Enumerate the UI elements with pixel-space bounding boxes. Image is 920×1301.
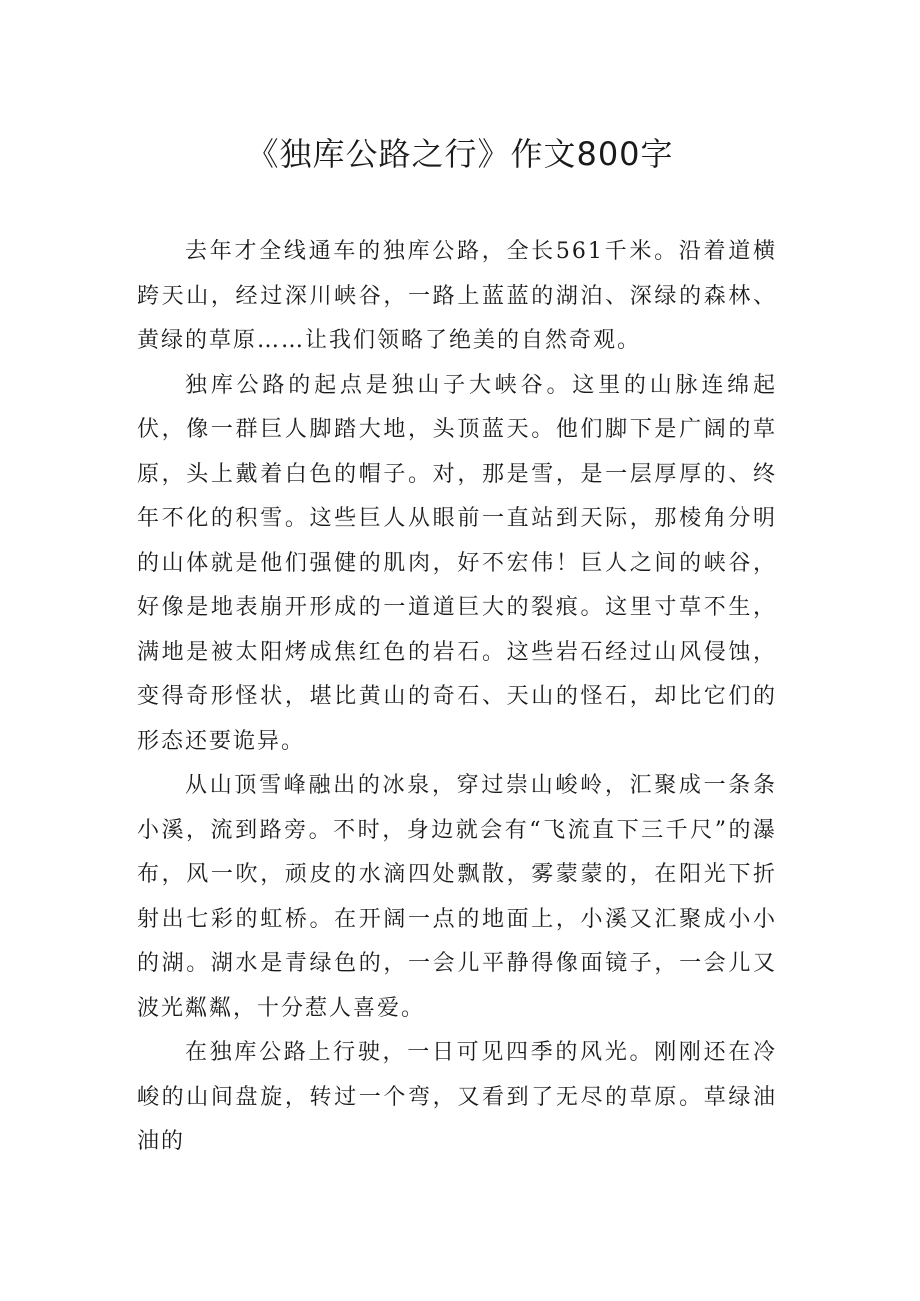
paragraph-1: 去年才全线通车的独库公路，全长561千米。沿着道横跨天山，经过深川峡谷，一路上蓝蓝的湖泊、深绿的森林、黄绿的草原……让我们领略了绝美的自然奇观。 [137,239,777,353]
paragraph-2: 独库公路的起点是独山子大峡谷。这里的山脉连绵起伏，像一群巨人脚踏大地，头顶蓝天。他们脚下是广阔的草原，头上戴着白色的帽子。对，那是雪，是一层厚厚的、终年不化的积雪。这些巨人从眼前一直站到天际，那棱角分明的山体就是他们强健的肌肉，好不宏伟！巨人之间的峡谷，好像是地表崩开形成的一道道巨大的裂痕。这里寸草不生，满地是被太阳烤成焦红色的岩石。这些岩石经过山风侵蚀，变得奇形怪状，堪比黄山的奇石、天山的怪石，却比它们的形态还要诡异。 [137,372,777,754]
paragraph-4: 在独库公路上行驶，一日可见四季的风光。刚刚还在冷峻的山间盘旋，转过一个弯，又看到了无尽的草原。草绿油油的 [137,1040,777,1154]
paragraph-3: 从山顶雪峰融出的冰泉，穿过崇山峻岭，汇聚成一条条小溪，流到路旁。不时，身边就会有“飞流直下三千尺”的瀑布，风一吹，顽皮的水滴四处飘散，雾蒙蒙的，在阳光下折射出七彩的虹桥。在开阔一点的地面上，小溪又汇聚成小小的湖。湖水是青绿色的，一会儿平静得像面镜子，一会儿又波光粼粼，十分惹人喜爱。 [137,773,777,1021]
document-title: 《独库公路之行》作文800字 [246,135,674,173]
document-body [137,230,777,1165]
